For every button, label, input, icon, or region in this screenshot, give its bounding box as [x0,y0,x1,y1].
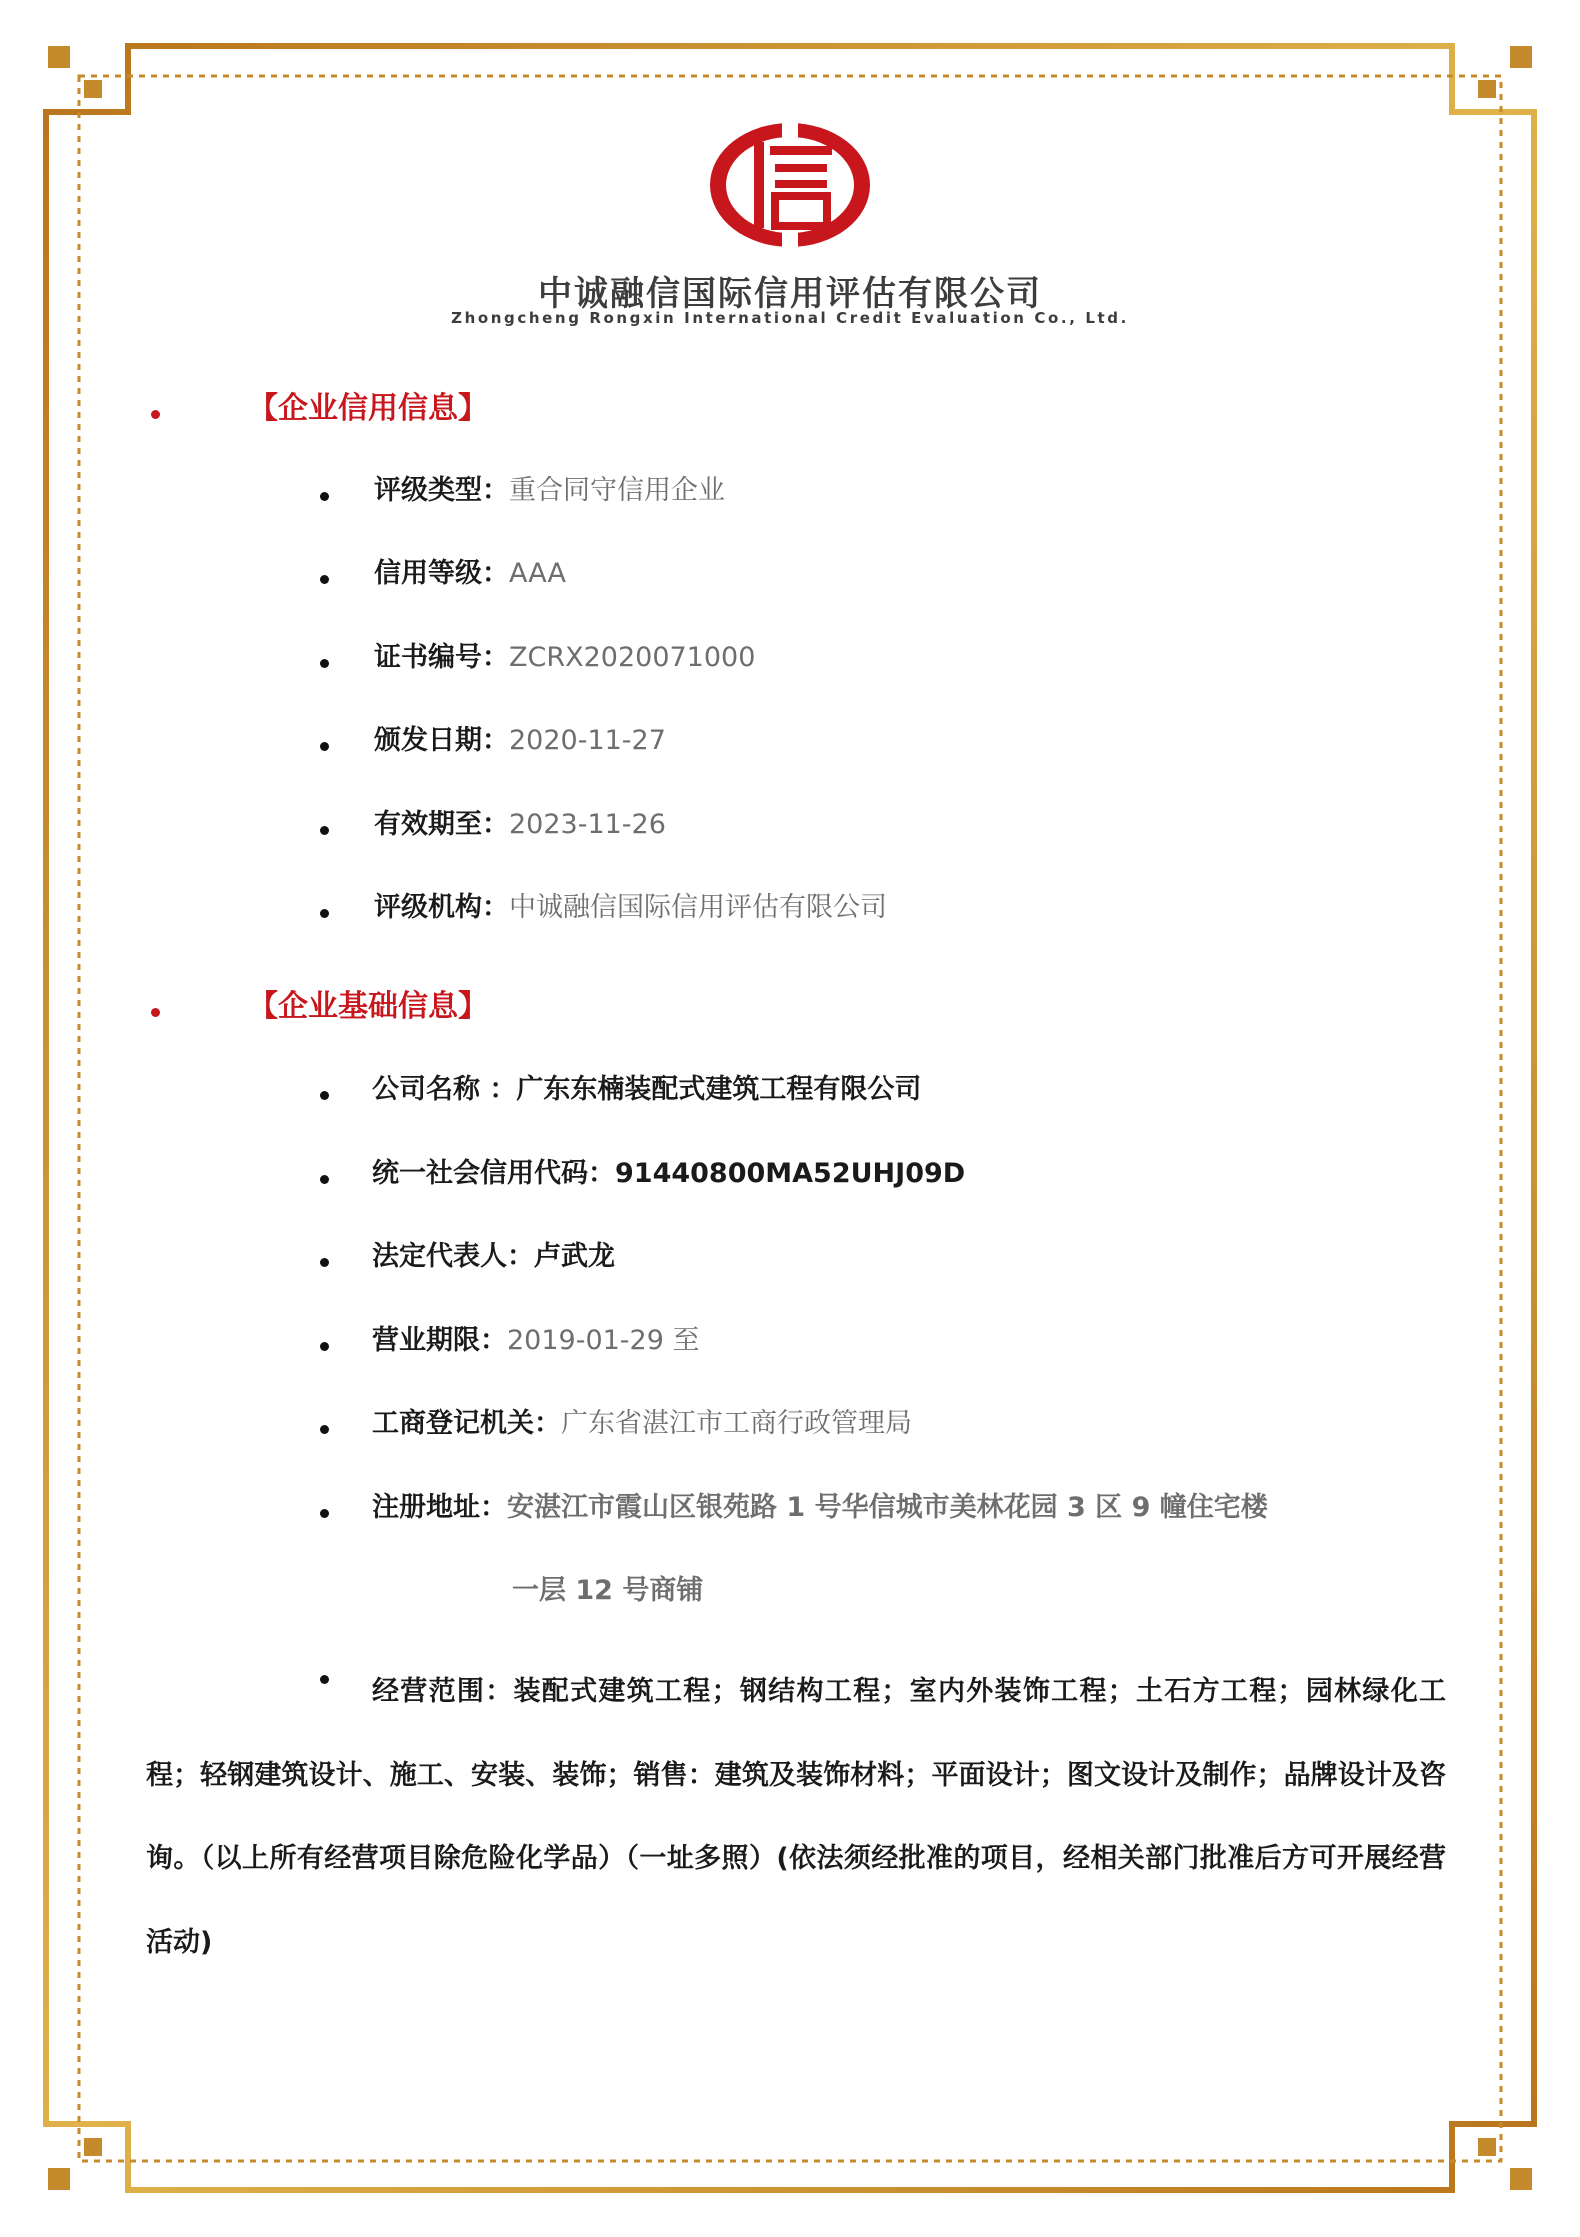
list-bullet [320,1175,329,1184]
list-item: 有效期至：2023-11-26 [374,809,666,840]
list-bullet [320,575,329,584]
list-bullet [320,1091,329,1100]
list-bullet [320,742,329,751]
list-item: 统一社会信用代码：91440800MA52UHJ09D [372,1158,966,1189]
list-bullet [320,659,329,668]
list-item: 证书编号：ZCRX2020071000 [374,642,756,673]
list-bullet [320,492,329,501]
list-item: 工商登记机关：广东省湛江市工商行政管理局 [372,1408,912,1439]
company-logo [0,120,1580,250]
list-item: 评级机构：中诚融信国际信用评估有限公司 [374,892,887,923]
address-continuation: 一层 12 号商铺 [512,1575,704,1606]
list-bullet [320,1342,329,1351]
list-item: 公司名称 ：广东东楠装配式建筑工程有限公司 [372,1074,922,1105]
list-item: 注册地址：安湛江市霞山区银苑路 1 号华信城市美林花园 3 区 9 幢住宅楼 [372,1492,1268,1523]
company-name-cn: 中诚融信国际信用评估有限公司 [538,274,1042,314]
list-item: 营业期限：2019-01-29 至 [372,1325,700,1356]
list-bullet [320,1509,329,1518]
list-bullet [320,909,329,918]
section-bullet [151,1008,160,1017]
section-bullet [151,410,160,419]
xin-seal-icon [705,120,875,250]
list-bullet [320,826,329,835]
list-bullet [320,1425,329,1434]
list-bullet [320,1258,329,1267]
list-item: 法定代表人：卢武龙 [372,1241,615,1272]
list-item: 信用等级：AAA [374,558,566,589]
list-item: 颁发日期：2020-11-27 [374,725,666,756]
company-name-en: Zhongcheng Rongxin International Credit Evaluation Co., Ltd. [451,309,1129,327]
business-scope: 经营范围：装配式建筑工程；钢结构工程；室内外装饰工程；土石方工程；园林绿化工程；轻钢建筑设计、施工、安装、装饰；销售：建筑及装饰材料；平面设计；图文设计及制作；品牌设计及咨询。（以上所有经营项目除危险化学品）（一址多照）(依法须经批准的项目，经相关部门批准后方可开展经营活动) [146,1676,1447,1958]
basic-section-title: 【企业基础信息】 [248,989,488,1024]
credit-section-title: 【企业信用信息】 [248,391,488,426]
list-item: 评级类型：重合同守信用企业 [374,475,725,506]
